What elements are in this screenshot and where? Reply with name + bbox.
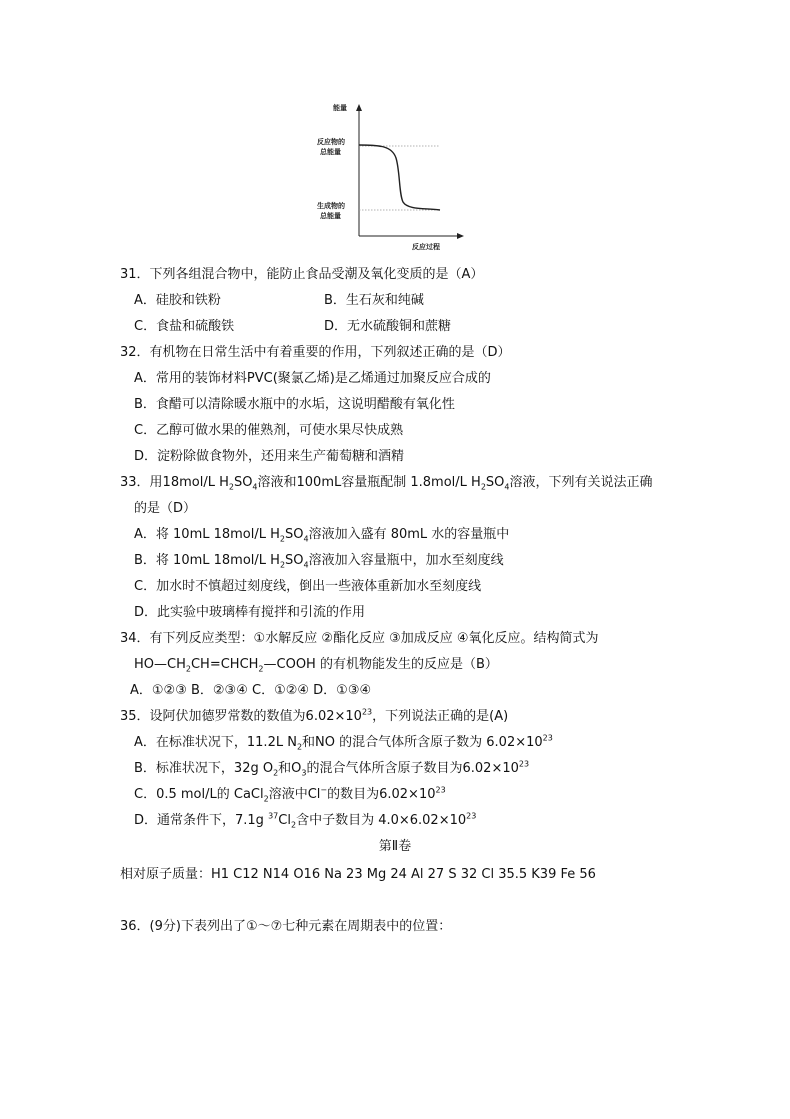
q34-options: A．①②③ B．②③④ C．①②④ D．①③④ (130, 683, 372, 698)
reactant-label-line1: 反应物的 (317, 138, 345, 146)
product-label-line1: 生成物的 (317, 202, 345, 210)
atomic-masses: 相对原子质量：H1 C12 N14 O16 Na 23 Mg 24 Al 27 S 32 Cl 35.5 K39 Fe 56 (120, 867, 596, 882)
q33-stem-continued: 的是（D） (134, 501, 197, 516)
y-axis-arrow (356, 104, 362, 111)
section-title: 第Ⅱ卷 (378, 839, 412, 854)
x-axis-arrow (457, 233, 464, 239)
q31-option-b: B．生石灰和纯碱 (324, 293, 424, 308)
q32-option-b: B．食醋可以清除暖水瓶中的水垢，这说明醋酸有氧化性 (134, 397, 455, 412)
q33-option-a: A．将 10mL 18mol/L $H_2SO_4$溶液加入盛有 80mL 水的容量瓶中 (134, 527, 510, 544)
q32-option-a: A．常用的装饰材料PVC(聚氯乙烯)是乙烯通过加聚反应合成的 (134, 371, 491, 386)
reactant-label-line2: 总能量 (320, 148, 341, 156)
energy-diagram (300, 96, 470, 256)
q31-stem: 31．下列各组混合物中，能防止食品受潮及氧化变质的是（A） (120, 267, 484, 282)
q33-stem: 33．用18mol/L $H_2SO_4$溶液和100mL容量瓶配制 1.8mol/L $H_2SO_4$溶液，下列有关说法正确 (120, 475, 653, 492)
q32-option-d: D．淀粉除做食物外，还用来生产葡萄糖和酒精 (134, 449, 405, 464)
q34-formula: $HO—CH_2CH=CHCH_2—COOH$ 的有机物能发生的反应是（B） (134, 657, 498, 674)
q35-stem: 35．设阿伏加德罗常数的数值为$6.02\times 10^{23}$，下列说法正确的是(A) (120, 707, 509, 724)
q31-option-d: D．无水硫酸铜和蔗糖 (324, 319, 452, 334)
q35-option-c: C．0.5 mol/L的 CaCl$_2$溶液中Cl−的数目为$6.02\times 10^{23}$ (134, 785, 446, 804)
q36-stem: 36．(9分)下表列出了①～⑦七种元素在周期表中的位置： (120, 919, 452, 934)
q35-option-b: B．标准状况下，32g $O_2$和$O_3$的混合气体所含原子数目为$6.02\times 10^{23}$ (134, 759, 530, 778)
product-label-line2: 总能量 (320, 212, 341, 220)
energy-curve (359, 145, 440, 210)
q31-option-c: C．食盐和硫酸铁 (134, 319, 235, 334)
q33-option-c: C．加水时不慎超过刻度线，倒出一些液体重新加水至刻度线 (134, 579, 482, 594)
q33-option-b: B．将 10mL 18mol/L $H_2SO_4$溶液加入容量瓶中，加水至刻度线 (134, 553, 504, 570)
q35-option-a: A．在标准状况下，11.2L $N_2$和NO 的混合气体所含原子数为 $6.02\times 10^{23}$ (134, 733, 553, 752)
q31-option-a: A．硅胶和铁粉 (134, 293, 221, 308)
q35-option-d: D．通常条件下，7.1g $^{37}Cl_2$含中子数目为 $4.0\times 6.02\times 10^{23}$ (134, 811, 477, 830)
q32-option-c: C．乙醇可做水果的催熟剂，可使水果尽快成熟 (134, 423, 404, 438)
y-axis-label: 能量 (333, 104, 347, 112)
q33-option-d: D．此实验中玻璃棒有搅拌和引流的作用 (134, 605, 366, 620)
q32-stem: 32．有机物在日常生活中有着重要的作用，下列叙述正确的是（D） (120, 345, 511, 360)
x-axis-label: 反应过程 (412, 243, 440, 251)
q34-stem: 34．有下列反应类型：①水解反应 ②酯化反应 ③加成反应 ④氧化反应。结构简式为 (120, 631, 599, 646)
